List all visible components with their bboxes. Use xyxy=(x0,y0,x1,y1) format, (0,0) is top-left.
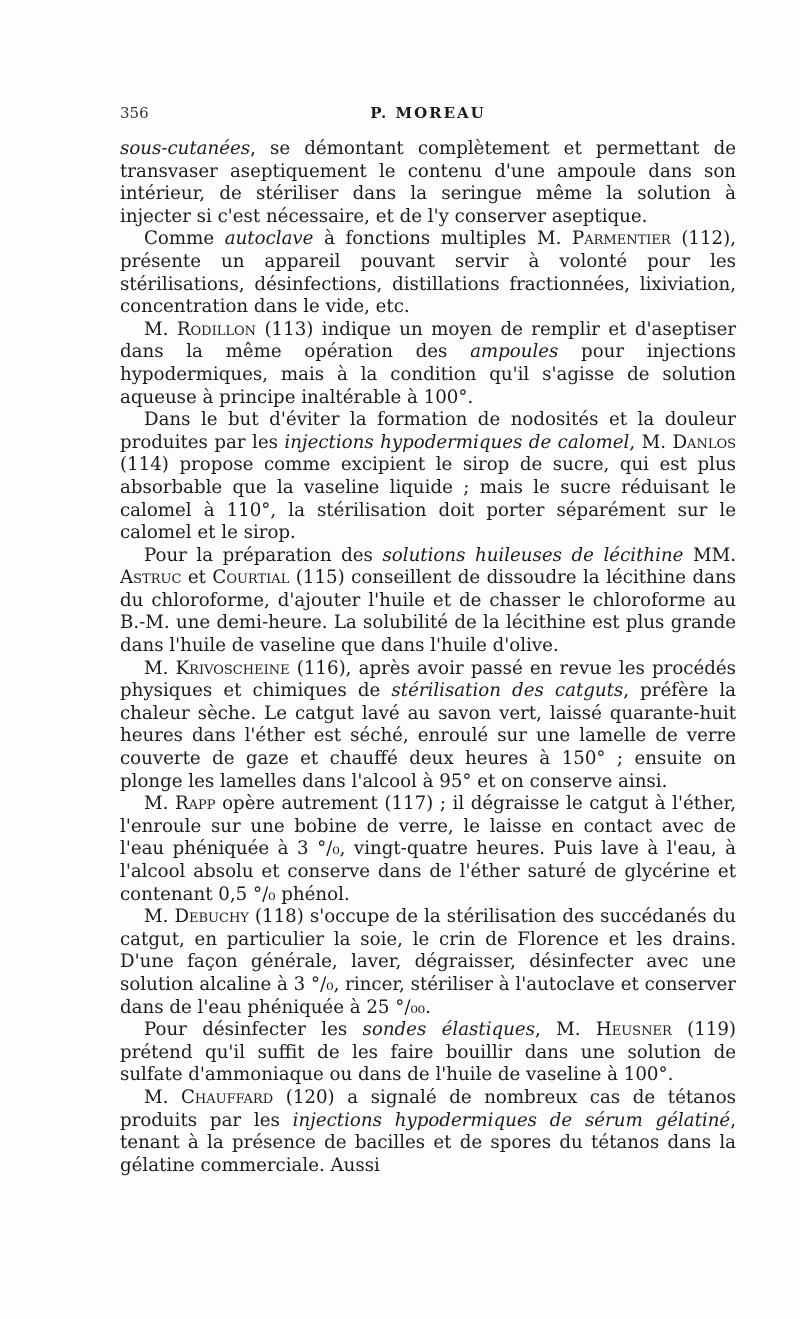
author-name: Rapp xyxy=(174,793,216,815)
text-run: MM. xyxy=(683,544,737,566)
italic-term: stérilisation des catguts xyxy=(391,680,624,702)
paragraph xyxy=(120,319,736,409)
paragraph xyxy=(120,1019,736,1087)
text-run: M. xyxy=(144,657,176,679)
body-text xyxy=(120,138,736,1177)
author-name: Heusner xyxy=(595,1019,672,1041)
text-run: Dans le but d'éviter la formation de nodosités et la douleur produites par les xyxy=(120,409,736,453)
text-run: M. xyxy=(144,318,177,340)
text-run: (120) a signalé de nombreux cas de tétanos produits par les xyxy=(120,1086,736,1131)
author-name: Rodillon xyxy=(176,318,257,340)
paragraph xyxy=(120,906,736,1019)
italic-term: ampoules xyxy=(470,341,559,363)
italic-term: sondes élastiques xyxy=(362,1019,535,1041)
text-run: (118) s'occupe de la stérilisation des succédanés du catgut, en particulier la soie, le crin de Florence et les drains. D'une façon générale, laver, dégraisser, désinfecter avec une solution alcaline à 3 °/₀, rincer, stériliser à l'autoclave et conserver dans de l'eau phéniquée à 25 °/₀₀. xyxy=(120,906,736,1018)
text-run: , M. xyxy=(534,1019,596,1041)
text-run: (119) prétend qu'il suffit de les faire bouillir dans une solution de sulfate d'ammoniaque ou dans de l'huile de vaseline à 100°. xyxy=(120,1019,737,1086)
text-run: (114) propose comme excipient le sirop de sucre, qui est plus absorbable que la vaseline liquide ; mais le sucre réduisant le calomel à 110°, la stérilisation doit porter séparément sur le calomel et le sirop. xyxy=(120,454,736,544)
page-header xyxy=(120,104,736,128)
text-run: , M. xyxy=(629,431,673,453)
text-run: M. xyxy=(144,1086,182,1108)
italic-term: solutions huileuses de lécithine xyxy=(382,544,684,566)
text-run: M. xyxy=(144,906,175,928)
paragraph xyxy=(120,138,736,228)
author-name: Krivoschеine xyxy=(175,657,290,679)
author-name: Parmentier xyxy=(572,228,671,250)
paragraph xyxy=(120,658,736,794)
text-run: (116), après avoir passé en revue les procédés physiques et chimiques de xyxy=(120,657,736,702)
author-name: Debuchy xyxy=(174,906,249,928)
text-run: M. xyxy=(144,793,175,815)
text-run: (113) indique un moyen de remplir et d'aseptiser dans la même opération des xyxy=(120,318,737,363)
text-run: à fonctions multiples M. xyxy=(313,228,572,250)
italic-term: injections hypodermiques de calomel xyxy=(284,431,630,453)
author-name: Danlos xyxy=(672,431,737,453)
text-run: opère autrement (117) ; il dégraisse le catgut à l'éther, l'enroule sur une bobine de verre, le laisse en contact avec de l'eau phéniquée à 3 °/₀, vingt-quatre heures. Puis lave à l'eau, à l'alcool absolu et conserve dans de l'éther saturé de glycérine et contenant 0,5 °/₀ phénol. xyxy=(120,793,737,905)
text-run: (112), présente un appareil pouvant servir à volonté pour les stérilisations, désinfections, distillations fractionnées, lixiviation, concentration dans le vide, etc. xyxy=(120,228,736,318)
text-run: Pour la préparation des xyxy=(144,544,383,566)
italic-term: sous-cutanées xyxy=(120,138,251,159)
italic-term: injections hypodermiques de sérum gélatiné xyxy=(292,1109,731,1131)
text-run: (115) conseillent de dissoudre la lécithine dans du chloroforme, d'ajouter l'huile et de chasser le chloroforme au B.-M. une demi-heure. La solubilité de la lécithine est plus grande dans l'huile de vaseline que dans l'huile d'olive. xyxy=(120,567,736,657)
author-name: Chauffard xyxy=(181,1086,274,1108)
paragraph xyxy=(120,545,736,658)
paragraph xyxy=(120,409,736,545)
text-run: Pour désinfecter les xyxy=(144,1019,363,1041)
text-run: , tenant à la présence de bacilles et de spores du tétanos dans la gélatine commerciale. Aussi xyxy=(120,1109,736,1176)
paragraph xyxy=(120,1087,736,1177)
text-run: , se démontant complètement et permettant de transvaser aseptiquement le contenu d'une ampoule dans son intérieur, de stériliser dans la seringue même la solution à injecter si c'est nécessaire, et de l'y conserver aseptique. xyxy=(120,138,736,227)
italic-term: autoclave xyxy=(224,228,314,250)
paragraph xyxy=(120,228,736,318)
author-name: Courtial xyxy=(212,567,290,589)
running-title: P. MOREAU xyxy=(370,104,486,122)
paragraph xyxy=(120,793,736,906)
text-run: et xyxy=(181,567,213,589)
page-number: 356 xyxy=(120,104,149,122)
text-run: , préfère la chaleur sèche. Le catgut lavé au savon vert, laissé quarante-huit heures dans l'éther est séché, enroulé sur une lamelle de verre couverte de gaze et chauffé deux heures à 150° ; ensuite on plonge les lamelles dans l'alcool à 95° et on conserve ainsi. xyxy=(120,680,736,792)
text-run: Comme xyxy=(144,228,225,250)
text-run: pour injections hypodermiques, mais à la condition qu'il s'agisse de solution aqueuse à principe inaltérable à 100°. xyxy=(120,341,736,408)
author-name: Astruc xyxy=(120,567,182,589)
